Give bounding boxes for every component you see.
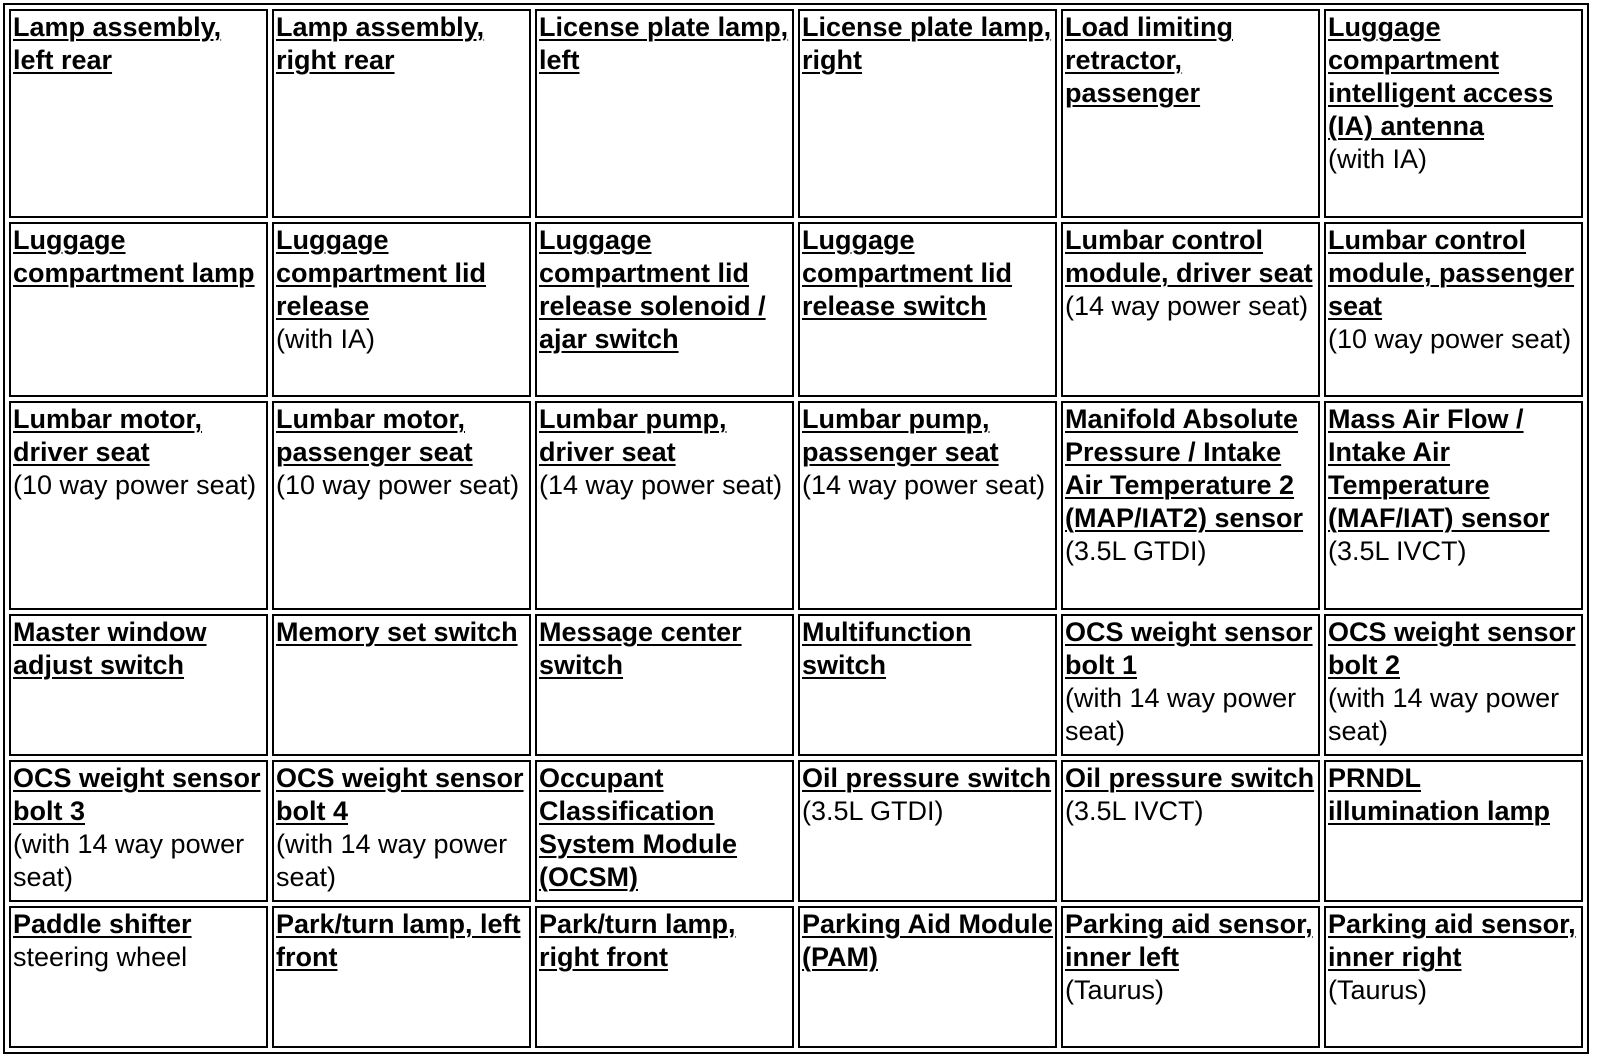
component-link[interactable]: Lumbar motor, passenger seat: [276, 404, 473, 467]
table-cell: [272, 760, 531, 902]
component-note: (3.5L GTDI): [1065, 536, 1207, 566]
component-link[interactable]: Paddle shifter: [13, 909, 192, 939]
table-row: [9, 760, 1583, 902]
table-cell: [535, 614, 794, 756]
component-link[interactable]: Message center switch: [539, 617, 742, 680]
table-cell: [798, 906, 1057, 1048]
table-row: [9, 906, 1583, 1048]
table-cell: [1324, 401, 1583, 610]
table-cell: [1061, 9, 1320, 218]
table-cell: [9, 9, 268, 218]
component-link[interactable]: Oil pressure switch: [802, 763, 1052, 793]
component-note: (with 14 way power seat): [13, 829, 245, 892]
table-row: [9, 9, 1583, 218]
table-row: [9, 222, 1583, 397]
component-link[interactable]: Oil pressure switch: [1065, 763, 1315, 793]
table-cell: [535, 222, 794, 397]
component-note: (10 way power seat): [13, 470, 257, 500]
table-cell: [798, 401, 1057, 610]
component-link[interactable]: Park/turn lamp, left front: [276, 909, 521, 972]
component-note: (Taurus): [1065, 975, 1165, 1005]
component-link[interactable]: OCS weight sensor bolt 1: [1065, 617, 1313, 680]
component-note: (3.5L IVCT): [1065, 796, 1204, 826]
table-row: [9, 401, 1583, 610]
component-link[interactable]: Lumbar control module, passenger seat: [1328, 225, 1575, 321]
component-note: (3.5L IVCT): [1328, 536, 1467, 566]
component-link[interactable]: Lumbar control module, driver seat: [1065, 225, 1313, 288]
table-cell: [9, 906, 268, 1048]
component-note: (Taurus): [1328, 975, 1428, 1005]
component-link[interactable]: Lumbar pump, driver seat: [539, 404, 727, 467]
component-note: (with IA): [276, 324, 376, 354]
table-cell: [1324, 906, 1583, 1048]
component-link[interactable]: Luggage compartment lid release switch: [802, 225, 1013, 321]
table-cell: [535, 9, 794, 218]
component-link[interactable]: Memory set switch: [276, 617, 518, 647]
table-row: [9, 614, 1583, 756]
component-link[interactable]: Occupant Classification System Module (OCSM): [539, 763, 738, 892]
component-link[interactable]: Park/turn lamp, right front: [539, 909, 736, 972]
table-cell: [535, 401, 794, 610]
component-note: (10 way power seat): [1328, 324, 1572, 354]
component-link[interactable]: Luggage compartment intelligent access (IA) antenna: [1328, 12, 1554, 141]
component-link[interactable]: OCS weight sensor bolt 3: [13, 763, 261, 826]
table-cell: [1324, 614, 1583, 756]
component-link[interactable]: Luggage compartment lamp: [13, 225, 255, 288]
table-cell: [1061, 614, 1320, 756]
component-link[interactable]: Load limiting retractor, passenger: [1065, 12, 1233, 108]
component-link[interactable]: Parking aid sensor, inner left: [1065, 909, 1313, 972]
table-cell: [1061, 906, 1320, 1048]
table-cell: [1324, 9, 1583, 218]
component-link[interactable]: Luggage compartment lid release: [276, 225, 487, 321]
component-link[interactable]: Lamp assembly, left rear: [13, 12, 222, 75]
table-cell: [1061, 760, 1320, 902]
component-note: (3.5L GTDI): [802, 796, 944, 826]
component-link[interactable]: Lumbar motor, driver seat: [13, 404, 203, 467]
component-link[interactable]: Luggage compartment lid release solenoid / ajar switch: [539, 225, 766, 354]
component-link[interactable]: Manifold Absolute Pressure / Intake Air Temperature 2 (MAP/IAT2) sensor: [1065, 404, 1304, 533]
component-link[interactable]: License plate lamp, left: [539, 12, 789, 75]
component-note: (with 14 way power seat): [276, 829, 508, 892]
table-cell: [9, 614, 268, 756]
component-link[interactable]: Lumbar pump, passenger seat: [802, 404, 999, 467]
table-cell: [1061, 222, 1320, 397]
table-cell: [272, 9, 531, 218]
component-link[interactable]: PRNDL illumination lamp: [1328, 763, 1551, 826]
table-cell: [1324, 222, 1583, 397]
component-link[interactable]: Lamp assembly, right rear: [276, 12, 485, 75]
table-cell: [272, 401, 531, 610]
table-cell: [9, 401, 268, 610]
table-cell: [272, 614, 531, 756]
component-note: (14 way power seat): [539, 470, 783, 500]
table-cell: [535, 906, 794, 1048]
component-note: (with 14 way power seat): [1065, 683, 1297, 746]
table-cell: [798, 614, 1057, 756]
component-link[interactable]: Parking aid sensor, inner right: [1328, 909, 1576, 972]
component-link[interactable]: OCS weight sensor bolt 2: [1328, 617, 1576, 680]
component-link[interactable]: Multifunction switch: [802, 617, 972, 680]
component-note: (14 way power seat): [1065, 291, 1309, 321]
component-index-table: [3, 3, 1589, 1054]
component-link[interactable]: Parking Aid Module (PAM): [802, 909, 1054, 972]
component-note: (14 way power seat): [802, 470, 1046, 500]
component-link[interactable]: OCS weight sensor bolt 4: [276, 763, 524, 826]
component-link[interactable]: Master window adjust switch: [13, 617, 207, 680]
table-cell: [1324, 760, 1583, 902]
component-note: (with 14 way power seat): [1328, 683, 1560, 746]
table-cell: [9, 222, 268, 397]
table-cell: [535, 760, 794, 902]
component-link[interactable]: Mass Air Flow / Intake Air Temperature (MAF/IAT) sensor: [1328, 404, 1550, 533]
component-link[interactable]: License plate lamp, right: [802, 12, 1052, 75]
table-cell: [272, 222, 531, 397]
table-cell: [798, 760, 1057, 902]
table-cell: [9, 760, 268, 902]
component-note: (10 way power seat): [276, 470, 520, 500]
component-note: (with IA): [1328, 144, 1428, 174]
table-cell: [798, 222, 1057, 397]
component-note: steering wheel: [13, 942, 188, 972]
table-cell: [272, 906, 531, 1048]
table-cell: [798, 9, 1057, 218]
table-cell: [1061, 401, 1320, 610]
